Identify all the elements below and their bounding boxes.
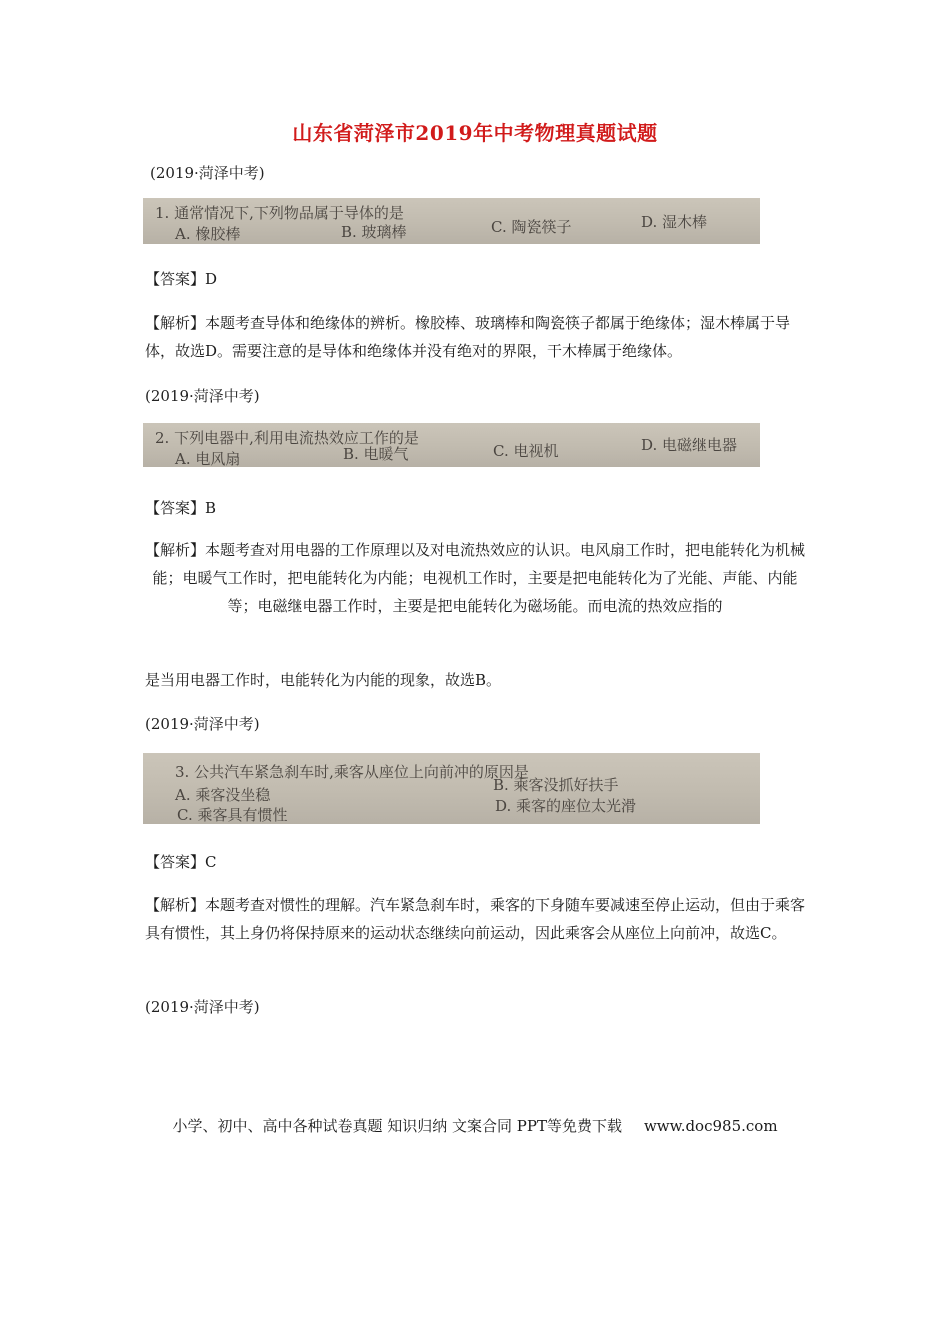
option-b: B. 乘客没抓好扶手	[493, 776, 619, 794]
question-source: (2019·菏泽中考)	[145, 715, 260, 733]
footer	[0, 1115, 950, 1136]
footer-link[interactable]: www.doc985.com	[643, 1117, 778, 1135]
option-d: D. 湿木棒	[641, 213, 708, 231]
analysis-text: 【解析】本题考查导体和绝缘体的辨析。橡胶棒、玻璃棒和陶瓷筷子都属于绝缘体；湿木棒属于导体，故选D。需要注意的是导体和绝缘体并没有绝对的界限，干木棒属于绝缘体。	[145, 314, 791, 360]
answer-label: 【答案】D	[145, 270, 218, 288]
question-image	[143, 753, 760, 824]
option-c: C. 乘客具有惯性	[177, 806, 288, 824]
option-c: C. 电视机	[493, 442, 559, 460]
question-stem: 2. 下列电器中,利用电流热效应工作的是	[155, 429, 419, 447]
question-stem: 1. 通常情况下,下列物品属于导体的是	[155, 204, 404, 222]
option-a: A. 橡胶棒	[175, 225, 241, 243]
question-image	[143, 198, 760, 244]
question-source: (2019·菏泽中考)	[150, 164, 265, 182]
option-a: A. 电风扇	[175, 450, 241, 467]
question-stem: 3. 公共汽车紧急刹车时,乘客从座位上向前冲的原因是	[175, 763, 529, 781]
question-image	[143, 423, 760, 467]
document-title: 山东省菏泽市2019年中考物理真题试题	[292, 121, 658, 145]
analysis-text: 【解析】本题考查对用电器的工作原理以及对电流热效应的认识。电风扇工作时，把电能转化为机械能；电暖气工作时，把电能转化为内能；电视机工作时，主要是把电能转化为了光能、声能、内能等；电磁继电器工作时，主要是把电能转化为磁场能。而电流的热效应指的	[145, 541, 806, 615]
answer-label: 【答案】B	[145, 499, 217, 517]
option-d: D. 乘客的座位太光滑	[495, 797, 637, 815]
option-a: A. 乘客没坐稳	[175, 786, 271, 804]
option-d: D. 电磁继电器	[641, 436, 738, 454]
option-b: B. 玻璃棒	[341, 223, 407, 241]
option-c: C. 陶瓷筷子	[491, 218, 572, 236]
answer-label: 【答案】C	[145, 853, 217, 871]
option-b: B. 电暖气	[343, 445, 409, 463]
question-source: (2019·菏泽中考)	[145, 387, 260, 405]
question-source: (2019·菏泽中考)	[145, 998, 260, 1016]
footer-text: 小学、初中、高中各种试卷真题 知识归纳 文案合同 PPT等免费下载	[172, 1117, 622, 1135]
analysis-text: 【解析】本题考查对惯性的理解。汽车紧急刹车时，乘客的下身随车要减速至停止运动，但由于乘客具有惯性，其上身仍将保持原来的运动状态继续向前运动，因此乘客会从座位上向前冲，故选C。	[145, 896, 806, 942]
analysis-text-continued: 是当用电器工作时，电能转化为内能的现象，故选B。	[145, 671, 502, 689]
